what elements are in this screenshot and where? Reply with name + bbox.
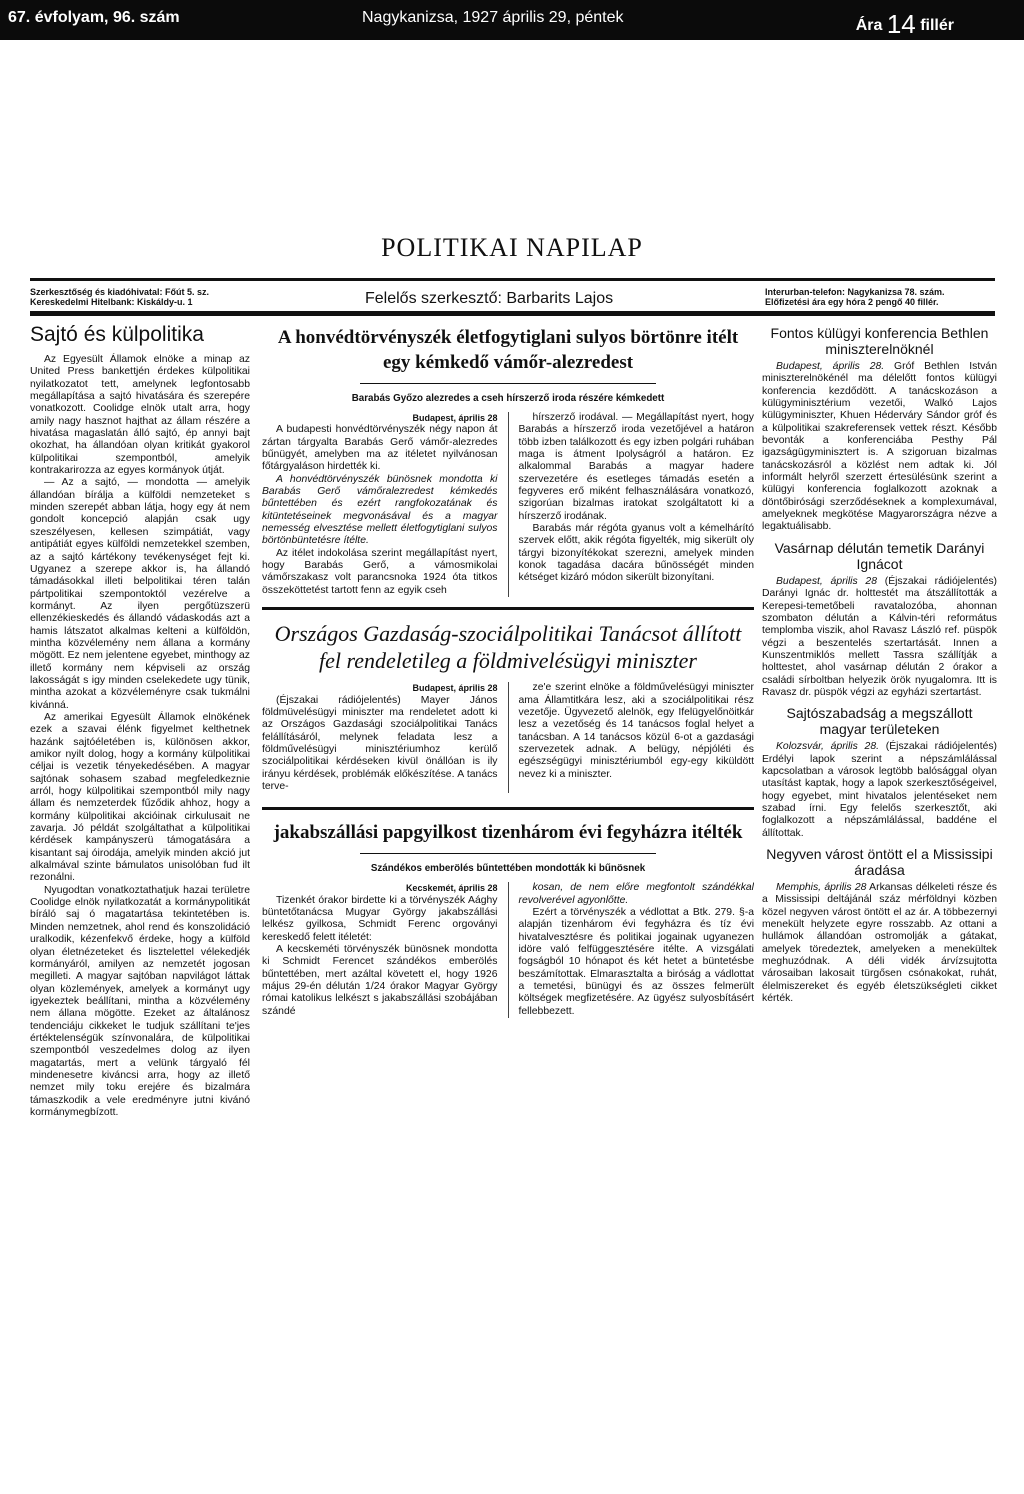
subhead-papgyilkos: Szándékos emberölés bűntettében mondották ki bűnösnek <box>370 863 646 875</box>
price-prefix: Ára <box>855 17 883 34</box>
paragraph: Gróf Bethlen István miniszterelnökénél ma délelőtt fontos külügyi konferencia kezdődött. A tanácskozáson a külügyminisztérium vezetői, Walkó Lajos külügyminiszter, Khuen Héderváry Sándor gróf és a külpolitikai szakreferensek vettek részt. Később bevonták a konferenciába Pesthy Pál igazságügyminisztert is. A szigoruan bizalmas tanácskozásról a közlést nem adtak ki. Jól informált helyről szerzett értesülésünk szerint a külügyi konferencia foglalkozott azoknak a döntőbirósági szerződéseknek a komplexumával, amelyeknek megkötése Magyarországra nézve a legaktuálisabb. <box>762 361 997 533</box>
column-center <box>262 325 754 1494</box>
divider <box>360 853 655 854</box>
paragraph: Az itélet indokolása szerint megállapítást nyert, hogy Barabás Gerő, a vámosmikolai vámőrszakasz volt parancsnoka 1924 óta titkos összeköttetést tartott fenn az egyik cseh <box>262 547 498 596</box>
dateline: Budapest, április 28 <box>412 413 498 423</box>
price-unit: fillér <box>920 17 954 34</box>
body-left <box>262 882 498 1018</box>
price-value: 14 <box>886 9 916 39</box>
headline-konferencia: Fontos külügyi konferencia Bethlen miniszterelnöknél <box>770 325 989 357</box>
article-heading-sajto: Sajtó és külpolitika <box>30 323 204 346</box>
dateline: Budapest, április 28 <box>776 575 877 587</box>
headline-sajtoszabadsag: Sajtószabadság a megszállott magyar területeken <box>786 705 973 738</box>
office-line-2: Kereskedelmi Hitelbank: Kiskáldy-u. 1 <box>30 297 193 307</box>
paragraph: Nyugodtan vonatkoztathatjuk hazai területre Coolidge elnök nyilatkozatát a kormánypolitikát bíráló saj ó magatartása tekintetében is. Minden nemzetnek, ahol rend és konszolidáció uralkodik, kézenfekvő érdeke, hogy a külföld olyan életnézeteket és lisztelettel vélekedjék kormányáról, amilyen az nemzetét jogosan megilleti. A magyar sajtóban napvilágot láttak olyan közlemények, amelyek a kormányt ugy igyekeztek beállítani, mintha a közvélemény nem állana mögötte. Ezeket az általánosz tendenciáju cikkeket le tudjuk szállítani te'jes értéktelenségük színvonalára, de külpolitikai szempontból veszedelmes dolog az ilyen magatartás, mert a velünk tárgyaló fél mindenesetre kiváncsi arra, hogy az illető nemzet mily toku erejére és bizalmára támaszkodik a vele eredményre jutni kivánó kormánymegbízott. <box>30 884 250 1118</box>
article-tanacs <box>262 620 754 793</box>
article-papgyilkos <box>262 820 754 1018</box>
dateline: Memphis, április 28 <box>776 882 867 893</box>
subhead-honved: Barabás Győzo alezredes a cseh hírszerző iroda részére kémkedett <box>351 393 665 404</box>
dateline: Budapest, április 28 <box>412 683 498 694</box>
body-right <box>508 412 755 597</box>
article-body-tanacs <box>262 682 754 793</box>
price <box>856 9 954 40</box>
paragraph: Tizenkét órakor birdette ki a törvényszék Aághy büntetőtanácsa Mugyar György jakabszállási lelkész gyilkosa, Schmidt Ferenc orgoványi kereskedő felett itéletét: <box>262 894 498 943</box>
office-info <box>30 287 270 307</box>
paragraph: (Éjszakai rádiójelentés) Erdélyi lapok szerint a népszámlálással kapcsolatban a városok legtöbb balósággal olyan utasítást kaptak, hogy a lapok szerkesztőségeivel, hogy egyebet, mint hivatalos jelentéseket nem szabad írni. Egy felelős szerkesztőt, aki foglalkozott a népszámlálással, baddéne el állítottak. <box>762 741 997 839</box>
newspaper-subtitle: POLITIKAI NAPILAP <box>381 233 643 262</box>
section-rule <box>262 607 754 610</box>
headline-papgyilkos: jakabszállási papgyilkost tizenhárom évi fegyházra itélték <box>273 822 743 844</box>
body-right <box>508 882 755 1018</box>
masthead-banner <box>0 0 1024 40</box>
body-right <box>508 682 755 793</box>
section-rule <box>262 807 754 810</box>
paragraph: hírszerző irodával. — Megállapítást nyert, hogy Barabás a hírszerző iroda vezetőjével a határon több izben találkozott és egy izben polgári ruhában maga is átment Ipolyságról a határon. Ez alkalommal Barabás a magyar hadere szervezetére és esetleges támadás esetén a fegyveres erő miként felhasználására vonatkozó, szigorúan bizalmas iratokat szolgáltatott ki a hírszerző irodának. <box>518 412 754 522</box>
masthead-rule-bottom <box>30 311 995 316</box>
paragraph: — Az a sajtó, — mondotta — amelyik állandóan bírálja a külföldi nemzeteket s minden szerepét abban látja, hogy egy át nem gondolt koncepció alapján csak ugy szeszélyesen, kellesen szimpátiát, vagy antipátiát egyes külföldi nemzetekkel szemben, az a sajtó kártékony tevékenységet fejt ki. Ugyanez a szerepe akkor is, ha állandó támadásokkal illeti belpolitikai téren talán pártpolitikai szempontoktól vezérelve a kormányt. Az ilyen pergőtüzszerü ellenzékieskedés és állandó vádaskodás azt a hamis látszatot alkalmas kelteni a külföldön, mintha közvélemény nem állana a kormány mögött. Ez nem jelentene egyebet, minthogy az illető kormány nem képviseli az ország lakosságát s igy minden cselekedete ugy tünik, mintha azokat a közvéleményre csak tukmálni kivánná. <box>30 477 250 711</box>
paragraph: Arkansas délkeleti része és a Mississipi deltájánál száz mérföldnyi közben közel negyven várost öntött el az ár. A többezernyi menekült helyzete egyre rosszabb. Az ottani a hullámok állandóan ostromolják a gátakat, amelyek töredeztek, amelyeken a menekültek meghuzódnak. A déli vidék árvízsujtotta városaiban lakosait türgősen csónakokat, ruhát, élelmiszereket és egyéb életszükségleti cikket kérték. <box>762 882 997 1005</box>
paragraph: (Éjszakai rádiójelentés) Mayer János földmüvelésügyi miniszter ma rendeletet adott ki az Országos Gazdasági szociálpolitikai Tanács felállításáról, melynek feladata lesz a földművelésügyi minisztériumhoz kerülő szociálpolitikai kérdéseken kivül önállóan is ily irányu kérdések, problémák előkészítése. A tanács terve- <box>262 694 498 792</box>
column-left <box>30 322 250 1492</box>
body-left <box>262 682 498 793</box>
paragraph: kosan, de nem előre megfontolt szándékkal revolverével agyonlőtte. <box>518 882 754 906</box>
headline-mississipi: Negyven várost öntött el a Mississipi áradása <box>766 846 993 878</box>
divider <box>360 383 655 384</box>
article-body-papgyilkos <box>262 882 754 1018</box>
office-line-1: Szerkesztőség és kiadóhivatal: Főút 5. sz. <box>30 287 210 297</box>
headline-daranyi: Vasárnap délután temetik Darányi Ignácot <box>774 539 985 572</box>
paragraph: A budapesti honvédtörvényszék négy napon át zártan tárgyalta Barabás Gerő vámőr-alezredes bűnügyét, amelyben ma az itéletet nyilvánosan főtárgyaláson hirdették ki. <box>262 424 498 473</box>
subscription-info <box>765 287 997 307</box>
article-body-honved <box>262 412 754 597</box>
dateline: Budapest, április 28. <box>776 361 885 372</box>
paragraph: A kecskeméti törvényszék bünösnek mondotta ki Schmidt Ferencet szándékos emberölés bűntettében, mert azáltal követett el, hogy 1926 május 29-én délután 1/24 órakor Magyar György római katolikus lelkészt s jakabszállási szobájában szándé <box>262 943 498 1017</box>
phone-line: Interurban-telefon: Nagykanizsa 78. szám. <box>765 287 945 297</box>
article-honved <box>262 325 754 597</box>
dateline: Kolozsvár, április 28. <box>776 741 879 753</box>
paragraph: (Éjszakai rádiójelentés) Darányi Ignác dr. holttestét ma átszállították a Kerepesi-temetőbeli ravatalozóba, ahonnan szombaton délután a Kálvin-téri református templomba viszik, ahol Ravasz László ref. püspök végzi a beszentelés szertartását. Innen a Kunszentmiklós mellett Tassra szállítják a holttestet, ahol vasárnap délután 2 órakor a családi sírboltban helyezik örök nyugalomra. Itt is Ravasz dr. püspök végzi az egyházi szertartást. <box>762 575 997 698</box>
paragraph: ze'e szerint elnöke a földművelésügyi miniszter ama Államtitkára lesz, aki a szociálpolitikai rész vezetője. Ügyvezető alelnök, egy Ifelügyelőnöitkár lesz a vezetőség és 14 tanácsos foglal helyet a tanácsban. A 14 tanácsos közül 6-ot a gazdasági szervezetek adnak. A belügy, népjóléti és egészségügyi minisztériumból egy-egy kiküldött nevez ki a miniszter. <box>518 682 754 780</box>
masthead-rule-top <box>30 278 995 281</box>
headline-honved: A honvédtörvényszék életfogytiglani sulyos börtönre itélt egy kémkedő vámőr-alezredest <box>277 327 739 373</box>
issue-number: 67. évfolyam, 96. szám <box>8 9 180 26</box>
dateline: Kecskemét, április 28 <box>405 883 498 894</box>
paragraph: Barabás már régóta gyanus volt a kémelhárító szervek előtt, akik régóta figyelték, mig sikerült oly tárgyi bizonyítékokat szerezni, amelyek minden konok tagadása dacára bűnösségét minden kétséget kizáró módon sikerült bizonyítani. <box>518 523 754 584</box>
place-date: Nagykanizsa, 1927 április 29, péntek <box>362 9 624 26</box>
paragraph: Ezért a törvényszék a védlottat a Btk. 279. §-a alapján tizenhárom évi fegyházra és tíz évi hivatalvesztésre és politikai jogainak ugyanezen idöre való felfüggesztésére itélte. A vizsgálati fogságból 10 hónapot és két hetet a büntetésbe beszámítottak. Elmarasztalta a biróság a vádlottat a temetési, bünügyi és az összes felmerült költségek megfizetésére. Az ügyész sulyosbításért fellebbezett. <box>518 906 754 1017</box>
body-left <box>262 412 498 597</box>
column-right <box>762 325 997 1494</box>
paragraph: Az Egyesült Államok elnöke a minap az United Press bankettjén érdekes külpolitikai nyilatkozatot tett, amelynek legfontosabb megállapítása a sajtó hivatására és szerepére vonatkozott. Coolidge elnök utalt arra, hogy amily nagy hasznot hajthat az állam részére a hivatása magaslatán álló sajtó, ép annyi bajt okozhat, ha állandóan olyan kritikát gyakorol külpolitikai szempontból, amelyik kontrakarirozza az egyes kormányok útját. <box>30 354 250 477</box>
price-line: Előfizetési ára egy hóra 2 pengő 40 fillér. <box>765 297 939 307</box>
headline-tanacs: Országos Gazdaság-szociálpolitikai Tanácsot állított fel rendeletileg a földmivelésügyi miniszter <box>274 621 742 674</box>
paragraph: A honvédtörvényszék bünösnek mondotta ki Barabás Gerő vámőralezredest kémkedés bűntettében és ezért rangfokozatának és kitüntetéseinek megvonásával és a magyar nemesség elvesztése mellett életfogytiglani sulyos börtönbüntetésre ítélte. <box>262 473 498 547</box>
editor-line: Felelős szerkesztő: Barbarits Lajos <box>365 290 614 307</box>
paragraph: Az amerikai Egyesült Államok elnökének ezek a szavai élénk figyelmet kelthetnek hazánk sajtóéletében is, különösen akkor, amikor nyilt dolog, hogy a kormány külpolitikai céljai is vezetik tényekedésében. A magyar sajtónak sohasem szabad megfeledkeznie arról, hogy külpolitikai szempontból mily nagy állam és nemzeterdek fűződik ahhoz, hogy a kormány külpolitikai akcióinak cirkulusait ne zavarja. Jó példát szolgáltathat a külpolitikai kérdések kampányszerü támogatására a kisantant saj óirodája, amelyik minden akció jut alkalmával szinte bámulatos unisolóban fud ilt rezonálni. <box>30 711 250 884</box>
